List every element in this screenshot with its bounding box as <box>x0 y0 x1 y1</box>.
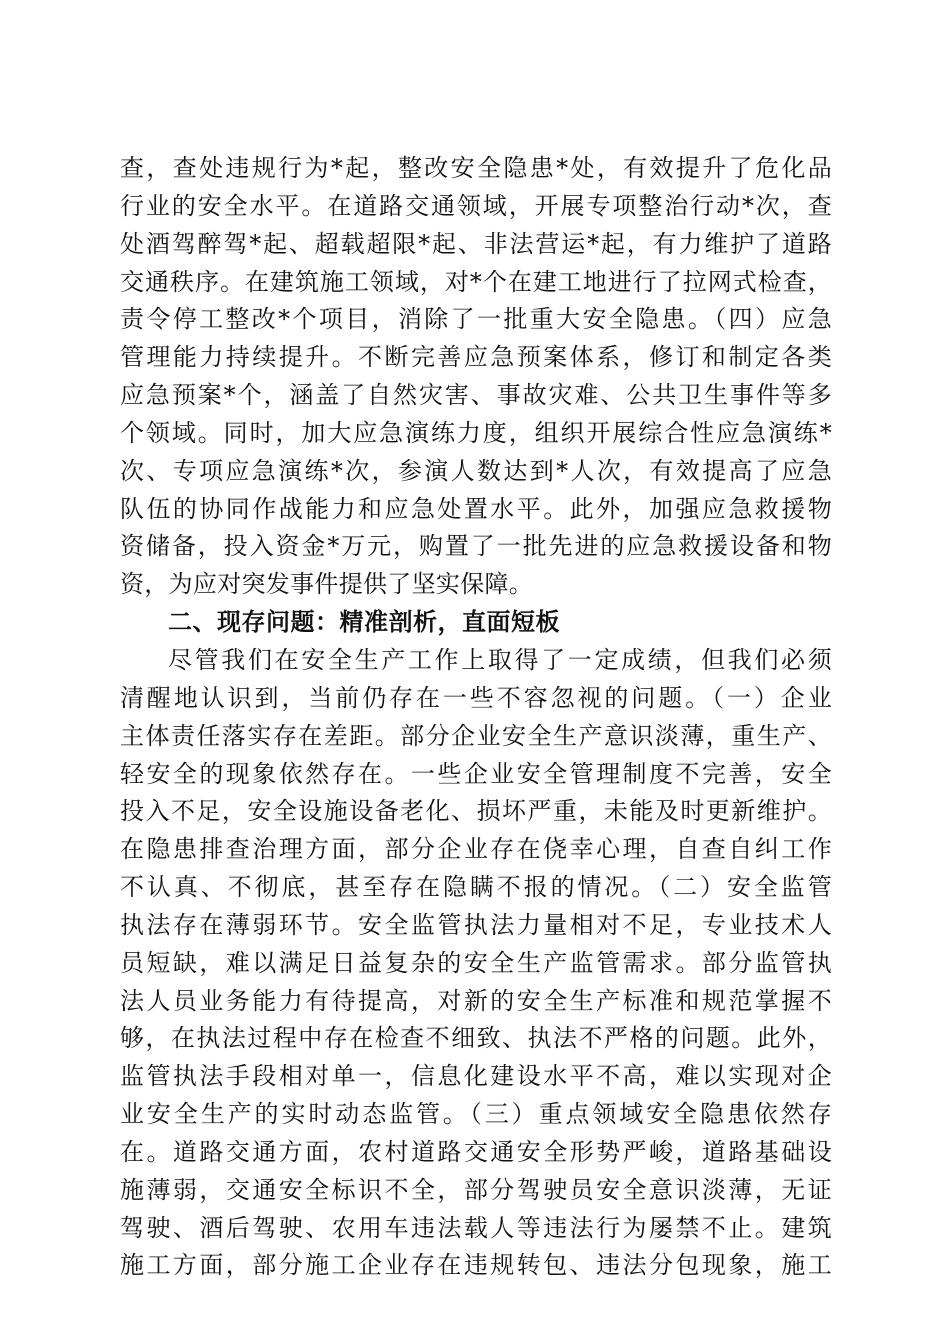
document-page <box>120 150 832 1285</box>
text-line: 驾驶、酒后驾驶、农用车违法载人等违法行为屡禁不止。建筑 <box>120 1213 832 1242</box>
text-line: 应急预案*个，涵盖了自然灾害、事故灾难、公共卫生事件等多 <box>120 381 832 410</box>
text-line: 管理能力持续提升。不断完善应急预案体系，修订和制定各类 <box>120 343 832 372</box>
text-line: 施薄弱，交通安全标识不全，部分驾驶员安全意识淡薄，无证 <box>120 1175 832 1204</box>
text-line: 交通秩序。在建筑施工领域，对*个在建工地进行了拉网式检查， <box>120 267 832 296</box>
text-line: 业安全生产的实时动态监管。（三）重点领域安全隐患依然存 <box>120 1100 832 1129</box>
text-line: 清醒地认识到，当前仍存在一些不容忽视的问题。（一）企业 <box>120 683 832 712</box>
text-line: 不认真、不彻底，甚至存在隐瞒不报的情况。（二）安全监管 <box>120 873 832 902</box>
text-line: 尽管我们在安全生产工作上取得了一定成绩，但我们必须 <box>168 645 832 674</box>
text-line: 法人员业务能力有待提高，对新的安全生产标准和规范掌握不 <box>120 986 832 1015</box>
text-line: 个领域。同时，加大应急演练力度，组织开展综合性应急演练* <box>120 418 832 447</box>
text-line: 监管执法手段相对单一，信息化建设水平不高，难以实现对企 <box>120 1062 832 1091</box>
text-line: 处酒驾醉驾*起、超载超限*起、非法营运*起，有力维护了道路 <box>120 229 832 258</box>
text-line: 在隐患排查治理方面，部分企业存在侥幸心理，自查自纠工作 <box>120 835 832 864</box>
text-line: 主体责任落实存在差距。部分企业安全生产意识淡薄，重生产、 <box>120 721 832 750</box>
paragraph-achievements <box>120 150 832 604</box>
text-line: 资储备，投入资金*万元，购置了一批先进的应急救援设备和物 <box>120 532 832 561</box>
text-line: 行业的安全水平。在道路交通领域，开展专项整治行动*次，查 <box>120 191 832 220</box>
text-line: 执法存在薄弱环节。安全监管执法力量相对不足，专业技术人 <box>120 910 832 939</box>
text-line: 员短缺，难以满足日益复杂的安全生产监管需求。部分监管执 <box>120 948 832 977</box>
text-line: 资，为应对突发事件提供了坚实保障。 <box>120 570 534 599</box>
text-line: 责令停工整改*个项目，消除了一批重大安全隐患。（四）应急 <box>120 305 832 334</box>
text-line: 施工方面，部分施工企业存在违规转包、违法分包现象，施工 <box>120 1251 832 1280</box>
text-line: 轻安全的现象依然存在。一些企业安全管理制度不完善，安全 <box>120 759 832 788</box>
section-heading: 二、现存问题：精准剖析，直面短板 <box>168 608 560 637</box>
paragraph-problems <box>120 642 832 1285</box>
text-line: 查，查处违规行为*起，整改安全隐患*处，有效提升了危化品 <box>120 154 832 182</box>
text-line: 在。道路交通方面，农村道路交通安全形势严峻，道路基础设 <box>120 1137 832 1166</box>
text-line: 投入不足，安全设施设备老化、损坏严重，未能及时更新维护。 <box>120 797 832 826</box>
text-line: 次、专项应急演练*次，参演人数达到*人次，有效提高了应急 <box>120 456 832 485</box>
text-line: 队伍的协同作战能力和应急处置水平。此外，加强应急救援物 <box>120 494 832 523</box>
text-line: 够，在执法过程中存在检查不细致、执法不严格的问题。此外， <box>120 1024 832 1053</box>
